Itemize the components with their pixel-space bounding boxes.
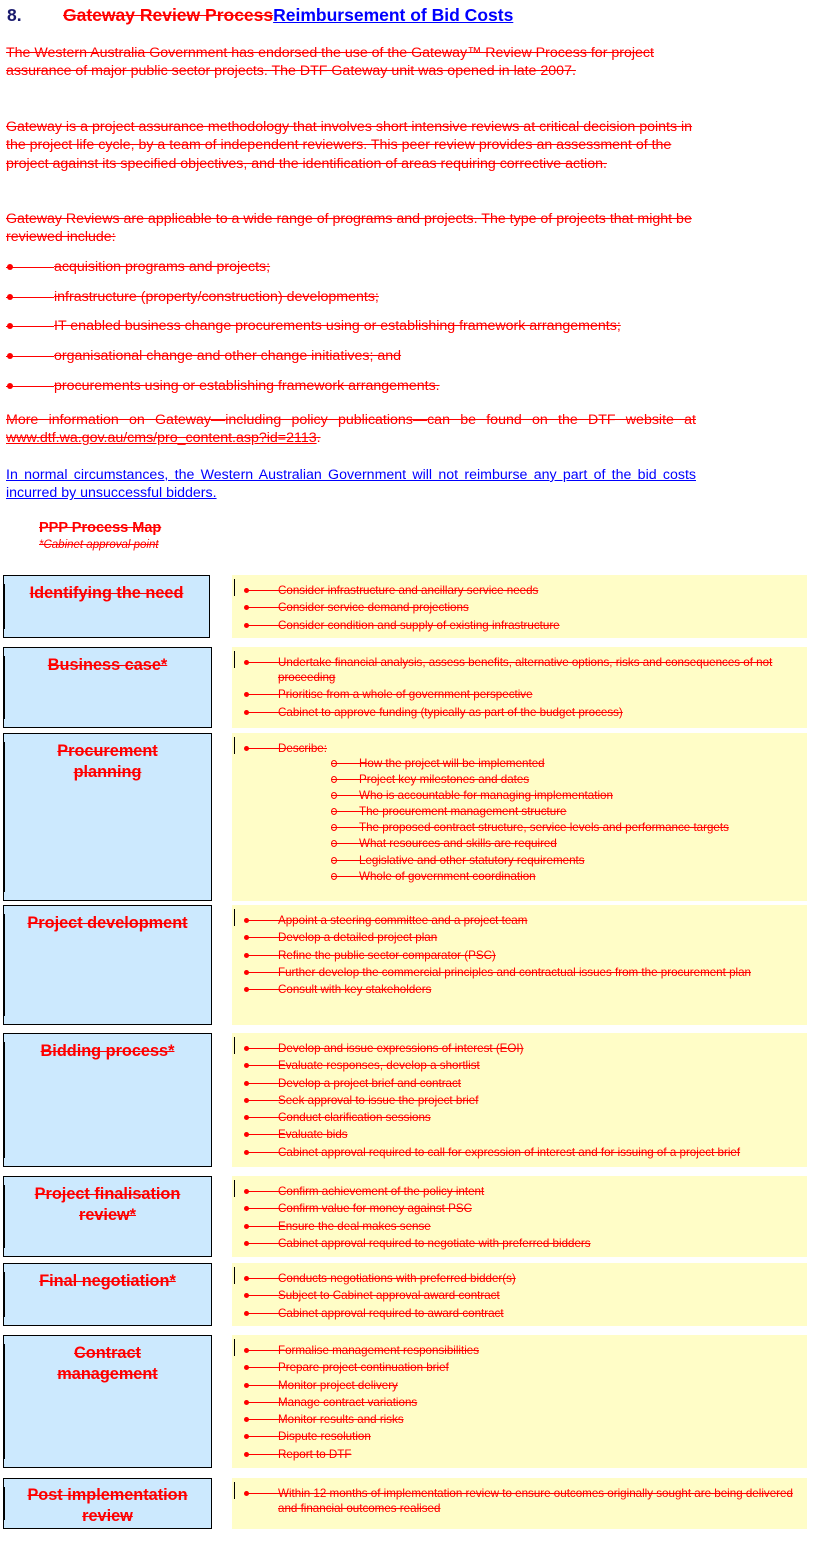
stage-steps-panel bbox=[232, 1478, 807, 1529]
hollow-bullet-icon bbox=[331, 820, 359, 835]
bullet-icon bbox=[244, 1058, 278, 1073]
bullet-icon bbox=[244, 705, 278, 720]
list-item: Describe: bbox=[244, 741, 797, 756]
list-item: Cabinet to approve funding (typically as part of the budget process) bbox=[244, 705, 797, 720]
list-item: Develop a detailed project plan bbox=[244, 930, 797, 945]
bullet-icon bbox=[244, 1412, 278, 1427]
bullet-icon bbox=[244, 687, 278, 702]
list-item: IT enabled business change procurements using or establishing framework arrangements; bbox=[6, 314, 726, 344]
stage-box bbox=[3, 575, 210, 638]
list-item: organisational change and other change initiatives; and bbox=[6, 344, 726, 374]
bullet-icon bbox=[244, 1093, 278, 1108]
dtf-website-link[interactable]: www.dtf.wa.gov.au/cms/pro_content.asp?id=2113 bbox=[6, 430, 317, 447]
bullet-icon bbox=[244, 1395, 278, 1410]
stage-title: Business case* bbox=[47, 656, 168, 674]
list-item: Subject to Cabinet approval award contract bbox=[244, 1288, 797, 1303]
stage-box bbox=[3, 1176, 212, 1257]
stage-post-implementation-review bbox=[0, 1478, 822, 1529]
stage-steps bbox=[244, 1486, 797, 1518]
stage-steps-panel bbox=[232, 1033, 807, 1167]
stage-box bbox=[3, 1263, 212, 1326]
gateway-applicability-paragraph bbox=[6, 210, 706, 247]
stage-steps bbox=[244, 1041, 797, 1162]
stage-box bbox=[3, 733, 212, 901]
bullet-icon bbox=[244, 948, 278, 963]
bullet-icon bbox=[244, 1378, 278, 1393]
list-item: Evaluate responses, develop a shortlist bbox=[244, 1058, 797, 1073]
list-item: Monitor results and risks bbox=[244, 1412, 797, 1427]
list-item: Prioritise from a whole of government perspective bbox=[244, 687, 797, 702]
list-item: Conducts negotiations with preferred bidder(s) bbox=[244, 1271, 797, 1286]
sub-list-item: The proposed contract structure, service levels and performance targets bbox=[244, 820, 797, 835]
bullet-icon bbox=[244, 982, 278, 997]
list-item: Confirm achievement of the policy intent bbox=[244, 1184, 797, 1199]
list-item: procurements using or establishing framework arrangements. bbox=[6, 374, 726, 404]
stage-title: Identifying the need bbox=[29, 584, 184, 602]
bullet-icon bbox=[6, 255, 54, 279]
stage-title: Bidding process* bbox=[40, 1042, 175, 1060]
stage-business-case bbox=[0, 647, 822, 728]
bullet-icon bbox=[6, 344, 54, 368]
stage-steps-panel bbox=[232, 1176, 807, 1257]
bullet-icon bbox=[244, 965, 278, 980]
sub-list-item: Project key milestones and dates bbox=[244, 772, 797, 787]
list-item: Prepare project continuation brief bbox=[244, 1360, 797, 1375]
stage-contract-management bbox=[0, 1335, 822, 1468]
list-item: Dispute resolution bbox=[244, 1429, 797, 1444]
stage-steps bbox=[244, 1184, 797, 1253]
stage-box bbox=[3, 1033, 212, 1167]
bullet-icon bbox=[244, 655, 278, 670]
stage-steps bbox=[244, 741, 797, 885]
bullet-icon bbox=[244, 1041, 278, 1056]
list-item: Consider infrastructure and ancillary service needs bbox=[244, 583, 797, 598]
paragraph-text: The Western Australia Government has endorsed the use of the Gateway™ Review Process for project assurance of major public sector projects. The DTF Gateway unit was opened in late 2007. bbox=[6, 45, 654, 80]
stage-steps-panel bbox=[232, 733, 807, 901]
stage-title: Contract management bbox=[57, 1344, 158, 1383]
bullet-icon bbox=[244, 1447, 278, 1462]
stage-steps-panel bbox=[232, 647, 807, 728]
sub-list-item: How the project will be implemented bbox=[244, 756, 797, 771]
stage-title: Project finalisation review* bbox=[34, 1185, 181, 1224]
stage-final-negotiation bbox=[0, 1263, 822, 1326]
list-item: Manage contract variations bbox=[244, 1395, 797, 1410]
list-item: Cabinet approval required to call for expression of interest and for issuing of a project brief bbox=[244, 1145, 797, 1160]
bullet-icon bbox=[244, 930, 278, 945]
stage-title: Procurement planning bbox=[57, 742, 158, 781]
bullet-icon bbox=[244, 1271, 278, 1286]
gateway-methodology-paragraph bbox=[6, 118, 706, 173]
list-item: Formalise management responsibilities bbox=[244, 1343, 797, 1358]
stage-steps bbox=[244, 1343, 797, 1464]
bullet-icon bbox=[244, 1184, 278, 1199]
paragraph-text: Gateway is a project assurance methodology that involves short intensive reviews at critical decision points in the project life cycle, by a team of independent reviewers. This peer review provides an assessment of the project against its specified objectives, and the identification of areas requiring corrective action. bbox=[6, 119, 693, 172]
gateway-intro-paragraph bbox=[6, 44, 706, 81]
stage-box bbox=[3, 1478, 212, 1529]
bullet-icon bbox=[244, 618, 278, 633]
bullet-icon bbox=[6, 285, 54, 309]
deleted-section-title: Gateway Review Process bbox=[63, 5, 274, 25]
hollow-bullet-icon bbox=[331, 756, 359, 771]
section-number: 8. bbox=[7, 5, 22, 25]
sub-list-item: Whole of government coordination bbox=[244, 869, 797, 884]
bullet-icon bbox=[244, 600, 278, 615]
bullet-icon bbox=[244, 1486, 278, 1501]
hollow-bullet-icon bbox=[331, 853, 359, 868]
sub-list-item: Who is accountable for managing implementation bbox=[244, 788, 797, 803]
bullet-icon bbox=[244, 1288, 278, 1303]
bullet-icon bbox=[244, 1429, 278, 1444]
stage-project-development bbox=[0, 905, 822, 1025]
hollow-bullet-icon bbox=[331, 836, 359, 851]
bullet-icon bbox=[244, 913, 278, 928]
list-item: Develop and issue expressions of interest (EOI) bbox=[244, 1041, 797, 1056]
list-item: Within 12 months of implementation review to ensure outcomes originally sought are being delivered and financial outcomes realised bbox=[244, 1486, 797, 1516]
list-item: acquisition programs and projects; bbox=[6, 255, 726, 285]
sub-list-item: Legislative and other statutory requirements bbox=[244, 853, 797, 868]
stage-steps-panel bbox=[232, 1335, 807, 1468]
list-item: Appoint a steering committee and a project team bbox=[244, 913, 797, 928]
stage-title: Project development bbox=[27, 914, 188, 932]
stage-bidding-process bbox=[0, 1033, 822, 1167]
bullet-icon bbox=[6, 314, 54, 338]
bullet-icon bbox=[244, 1343, 278, 1358]
bullet-icon bbox=[244, 1127, 278, 1142]
sub-list-item: What resources and skills are required bbox=[244, 836, 797, 851]
list-item: Consider condition and supply of existing infrastructure bbox=[244, 618, 797, 633]
hollow-bullet-icon bbox=[331, 772, 359, 787]
bullet-icon bbox=[244, 1201, 278, 1216]
list-item: Consider service demand projections bbox=[244, 600, 797, 615]
bullet-icon bbox=[244, 1110, 278, 1125]
sub-list-item: The procurement management structure bbox=[244, 804, 797, 819]
stage-steps-panel bbox=[232, 575, 807, 638]
stage-steps-panel bbox=[232, 1263, 807, 1326]
list-item: Confirm value for money against PSC bbox=[244, 1201, 797, 1216]
stage-steps bbox=[244, 913, 797, 999]
bullet-icon bbox=[244, 1306, 278, 1321]
bullet-icon bbox=[244, 741, 278, 756]
list-item: Consult with key stakeholders bbox=[244, 982, 797, 997]
section-heading bbox=[7, 5, 513, 27]
stage-box bbox=[3, 905, 212, 1025]
reimbursement-paragraph bbox=[6, 466, 696, 503]
paragraph-text: Gateway Reviews are applicable to a wide range of programs and projects. The type of projects that might be reviewed include: bbox=[6, 211, 692, 246]
hollow-bullet-icon bbox=[331, 788, 359, 803]
list-item: Monitor project delivery bbox=[244, 1378, 797, 1393]
project-types-list bbox=[6, 255, 726, 403]
list-item: Develop a project brief and contract bbox=[244, 1076, 797, 1091]
stage-steps bbox=[244, 583, 797, 635]
stage-steps bbox=[244, 1271, 797, 1323]
list-item: Cabinet approval required to negotiate with preferred bidders bbox=[244, 1236, 797, 1251]
stage-title: Final negotiation* bbox=[39, 1272, 176, 1290]
stage-steps bbox=[244, 655, 797, 722]
list-item: Refine the public sector comparator (PSC) bbox=[244, 948, 797, 963]
stage-procurement-planning bbox=[0, 733, 822, 901]
hollow-bullet-icon bbox=[331, 804, 359, 819]
bullet-icon bbox=[6, 374, 54, 398]
list-item: Report to DTF bbox=[244, 1447, 797, 1462]
stage-identifying-need bbox=[0, 575, 822, 638]
stage-title: Post implementation review bbox=[27, 1486, 188, 1525]
bullet-icon bbox=[244, 583, 278, 598]
list-item: Seek approval to issue the project brief bbox=[244, 1093, 797, 1108]
process-map-subtitle: *Cabinet approval point bbox=[39, 539, 159, 551]
stage-box bbox=[3, 647, 212, 728]
more-information-paragraph: More information on Gateway—including policy publications—can be found on the DTF website at www.dtf.wa.gov.au/cms/pro_content.asp?id=2113. bbox=[6, 412, 696, 447]
list-item: Evaluate bids bbox=[244, 1127, 797, 1142]
bullet-icon bbox=[244, 1236, 278, 1251]
list-item: Ensure the deal makes sense bbox=[244, 1219, 797, 1234]
inserted-section-title: Reimbursement of Bid Costs bbox=[273, 5, 514, 25]
stage-steps-panel bbox=[232, 905, 807, 1025]
stage-project-finalisation-review bbox=[0, 1176, 822, 1257]
hollow-bullet-icon bbox=[331, 869, 359, 884]
bullet-icon bbox=[244, 1360, 278, 1375]
list-item: Undertake financial analysis, assess benefits, alternative options, risks and consequences of not proceeding bbox=[244, 655, 797, 685]
process-map-title: PPP Process Map bbox=[39, 520, 162, 536]
paragraph-text: In normal circumstances, the Western Australian Government will not reimburse any part of the bid costs incurred by unsuccessful bidders. bbox=[6, 467, 696, 502]
list-item: Cabinet approval required to award contract bbox=[244, 1306, 797, 1321]
bullet-icon bbox=[244, 1145, 278, 1160]
list-item: Conduct clarification sessions bbox=[244, 1110, 797, 1125]
bullet-icon bbox=[244, 1219, 278, 1234]
list-item: infrastructure (property/construction) developments; bbox=[6, 285, 726, 315]
list-item: Further develop the commercial principles and contractual issues from the procurement plan bbox=[244, 965, 797, 980]
stage-box bbox=[3, 1335, 212, 1468]
bullet-icon bbox=[244, 1076, 278, 1091]
